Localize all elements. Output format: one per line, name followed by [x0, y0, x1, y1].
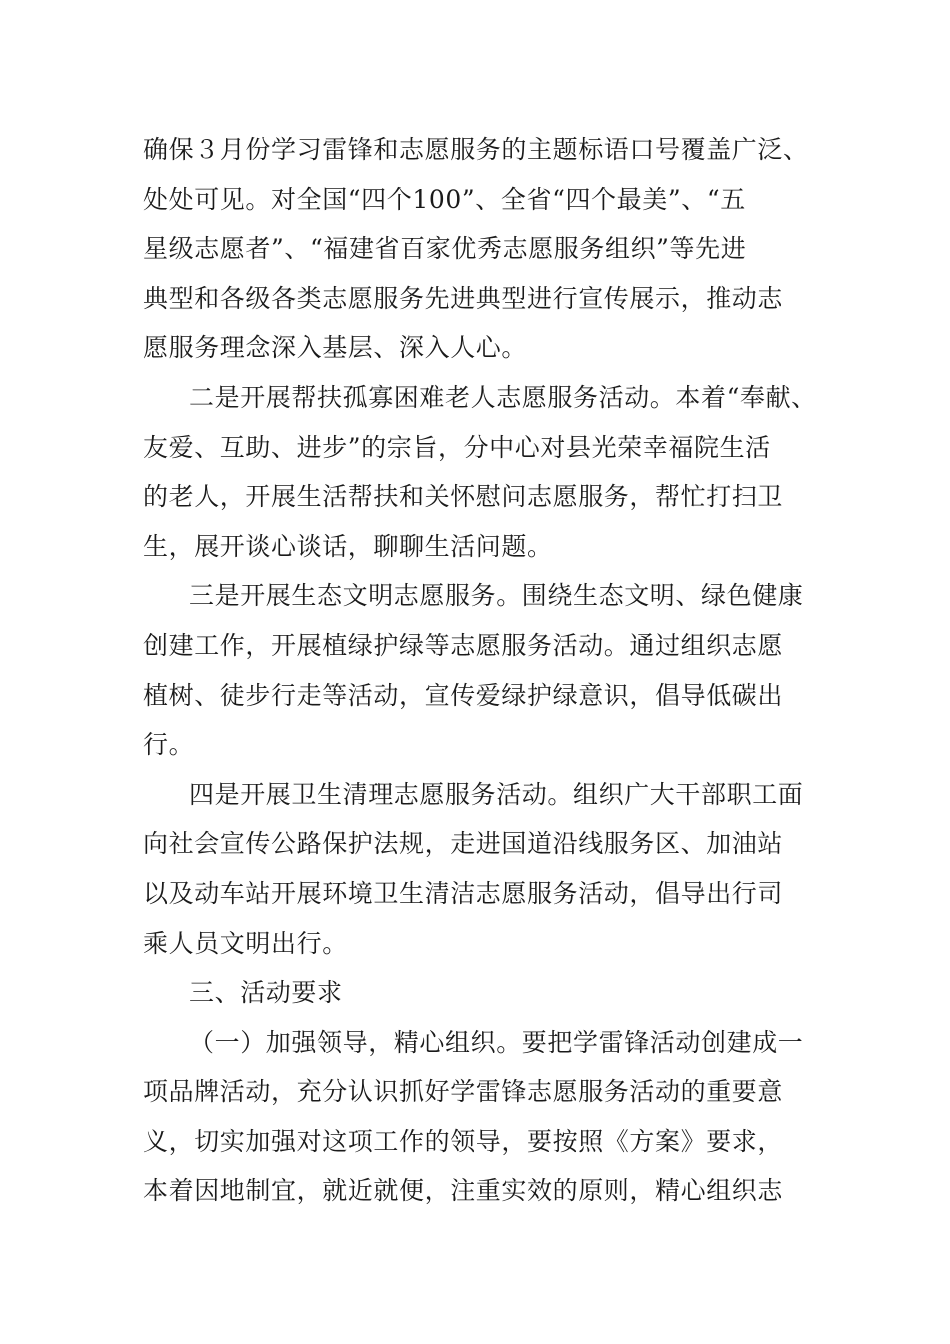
text-line: 项品牌活动，充分认识抓好学雷锋志愿服务活动的重要意	[143, 1077, 784, 1107]
text-line: 星级志愿者”、“福建省百家优秀志愿服务组织”等先进	[143, 234, 747, 264]
text-line: 本着因地制宜，就近就便，注重实效的原则，精心组织志	[143, 1176, 784, 1206]
text-line: 的老人，开展生活帮扶和关怀慰问志愿服务，帮忙打扫卫	[143, 482, 784, 512]
text-line: 义，切实加强对这项工作的领导，要按照《方案》要求，	[143, 1126, 784, 1156]
section-heading: 三、活动要求	[189, 978, 343, 1008]
text-line: 创建工作，开展植绿护绿等志愿服务活动。通过组织志愿	[143, 630, 784, 660]
text-line: 典型和各级各类志愿服务先进典型进行宣传展示，推动志	[143, 283, 784, 313]
document-body	[143, 125, 817, 1216]
text-line: 以及动车站开展环境卫生清洁志愿服务活动，倡导出行司	[143, 878, 784, 908]
paragraph-start-line: （一）加强领导，精心组织。要把学雷锋活动创建成一	[189, 1027, 804, 1057]
text-line: 生，展开谈心谈话，聊聊生活问题。	[143, 531, 553, 561]
paragraph-start-line: 二是开展帮扶孤寡困难老人志愿服务活动。本着“奉献、	[189, 382, 817, 412]
text-line: 行。	[143, 730, 195, 760]
text-line: 友爱、互助、进步”的宗旨，分中心对县光荣幸福院生活	[143, 432, 771, 462]
text-line: 植树、徒步行走等活动，宣传爱绿护绿意识，倡导低碳出	[143, 680, 784, 710]
text-line: 确保３月份学习雷锋和志愿服务的主题标语口号覆盖广泛、	[143, 135, 809, 164]
text-line: 愿服务理念深入基层、深入人心。	[143, 333, 528, 363]
text-line: 向社会宣传公路保护法规，走进国道沿线服务区、加油站	[143, 829, 784, 859]
text-line: 处处可见。对全国“四个100”、全省“四个最美”、“五	[143, 184, 746, 214]
paragraph-start-line: 四是开展卫生清理志愿服务活动。组织广大干部职工面	[189, 779, 804, 809]
paragraph-start-line: 三是开展生态文明志愿服务。围绕生态文明、绿色健康	[189, 581, 804, 611]
text-line: 乘人员文明出行。	[143, 928, 348, 958]
